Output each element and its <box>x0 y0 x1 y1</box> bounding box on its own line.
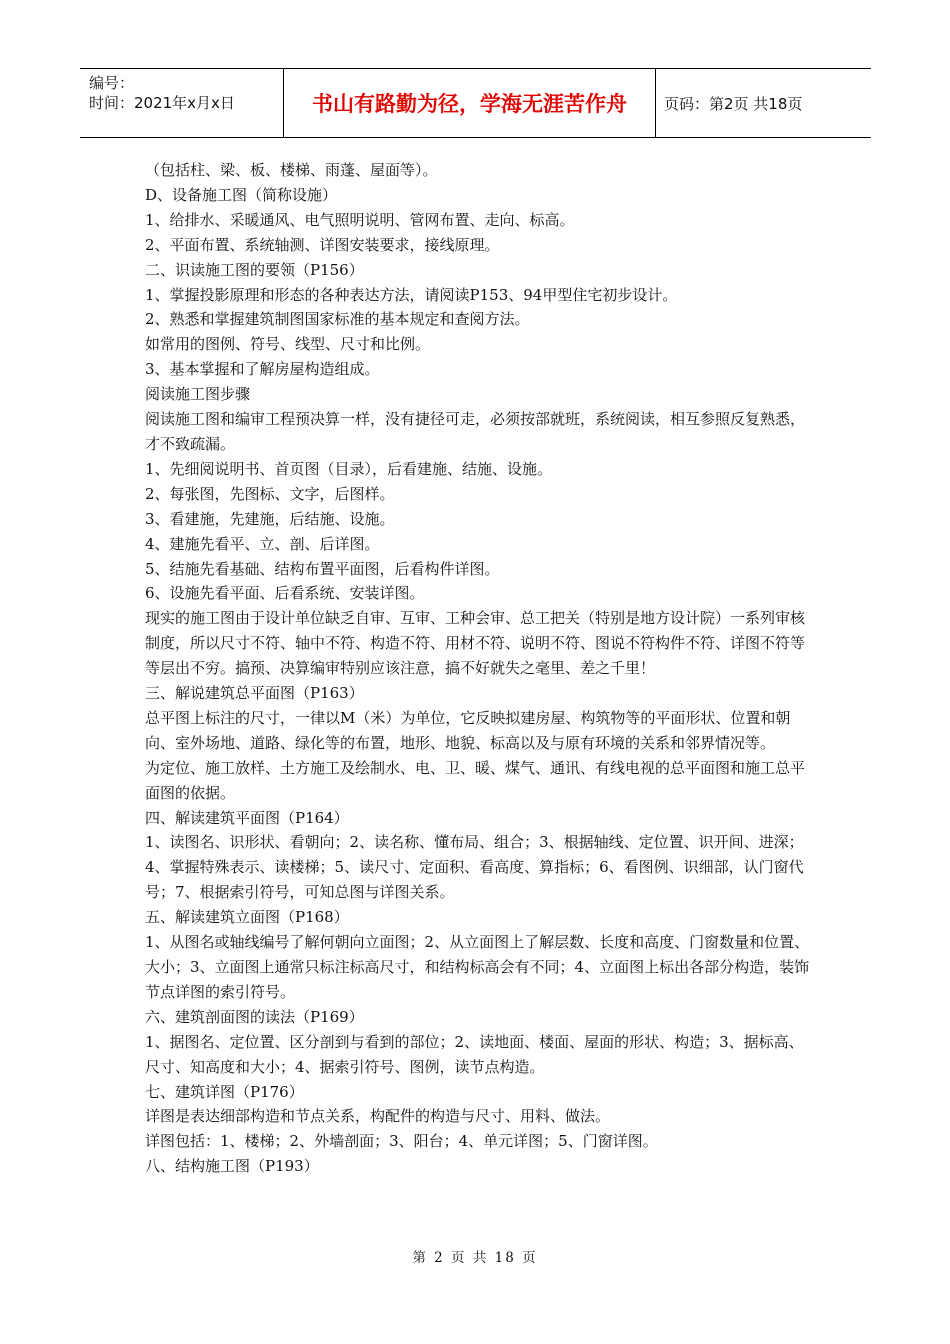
paragraph: D、设备施工图（简称设施） <box>145 185 338 204</box>
paragraph: 1、读图名、识形状、看朝向；2、读名称、懂布局、组合；3、根据轴线、定位置、识开间、进深；4、掌握特殊表示、读楼梯；5、读尺寸、定面积、看高度、算指标；6、看图例、识细部，认门窗代号；7、根据索引符号，可知总图与详图关系。 <box>145 833 804 902</box>
paragraph: 1、据图名、定位置、区分剖到与看到的部位；2、读地面、楼面、屋面的形状、构造；3、据标高、尺寸、知高度和大小；4、据索引符号、图例，读节点构造。 <box>145 1032 804 1076</box>
paragraph: 详图包括：1、楼梯；2、外墙剖面；3、阳台；4、单元详图；5、门窗详图。 <box>145 1132 658 1151</box>
paragraph: 总平图上标注的尺寸，一律以M（米）为单位，它反映拟建房屋、构筑物等的平面形状、位置和朝向、室外场地、道路、绿化等的布置，地形、地貌、标高以及与原有环境的关系和邻界情况等。 <box>145 708 791 752</box>
section-heading: 八、结构施工图（P193） <box>145 1157 319 1176</box>
section-heading: 二、识读施工图的要领（P156） <box>145 260 364 279</box>
paragraph: 阅读施工图和编审工程预决算一样，没有捷径可走，必须按部就班，系统阅读，相互参照反复熟悉，才不致疏漏。 <box>145 410 806 453</box>
paragraph: 5、结施先看基础、结构布置平面图，后看构件详图。 <box>145 559 500 578</box>
paragraph: 2、平面布置、系统轴测、详图安装要求，接线原理。 <box>145 235 500 254</box>
section-heading: 四、解读建筑平面图（P164） <box>145 808 349 827</box>
document-body <box>145 158 815 1179</box>
document-number: 编号： <box>89 74 135 92</box>
document-date: 时间：2021年x月x日 <box>89 94 235 112</box>
section-heading: 七、建筑详图（P176） <box>145 1082 304 1101</box>
section-heading: 六、建筑剖面图的读法（P169） <box>145 1007 364 1026</box>
paragraph: 4、建施先看平、立、剖、后详图。 <box>145 534 380 553</box>
paragraph: 1、先细阅说明书、首页图（目录），后看建施、结施、设施。 <box>145 459 553 478</box>
paragraph: 阅读施工图步骤 <box>145 385 251 404</box>
paragraph: 3、基本掌握和了解房屋构造组成。 <box>145 360 380 379</box>
paragraph: 如常用的图例、符号、线型、尺寸和比例。 <box>145 335 431 354</box>
page-footer: 第 2 页 共 18 页 <box>412 1250 538 1266</box>
page-header <box>80 68 871 138</box>
paragraph: 1、从图名或轴线编号了解何朝向立面图；2、从立面图上了解层数、长度和高度、门窗数量和位置、大小；3、立面图上通常只标注标高尺寸，和结构标高会有不同；4、立面图上标出各部分构造，装饰节点详图的索引符号。 <box>145 933 810 1001</box>
paragraph: 1、掌握投影原理和形态的各种表达方法，请阅读P153、94甲型住宅初步设计。 <box>145 285 678 304</box>
header-motto: 书山有路勤为径，学海无涯苦作舟 <box>283 69 656 137</box>
header-page-number: 页码：第2页 共18页 <box>664 94 803 113</box>
paragraph: 2、熟悉和掌握建筑制图国家标准的基本规定和查阅方法。 <box>145 310 530 329</box>
paragraph: 3、看建施，先建施，后结施、设施。 <box>145 509 395 528</box>
paragraph: 详图是表达细部构造和节点关系，构配件的构造与尺寸、用料、做法。 <box>145 1107 611 1126</box>
paragraph: （包括柱、梁、板、楼梯、雨蓬、屋面等）。 <box>145 161 438 179</box>
paragraph: 2、每张图，先图标、文字，后图样。 <box>145 484 395 503</box>
header-meta <box>80 69 283 137</box>
paragraph: 1、给排水、采暖通风、电气照明说明、管网布置、走向、标高。 <box>145 210 575 229</box>
paragraph: 现实的施工图由于设计单位缺乏自审、互审、工种会审、总工把关（特别是地方设计院）一系列审核制度，所以尺寸不符、轴中不符、构造不符、用材不符、说明不符、图说不符构件不符、详图不符等等层出不穷。搞预、决算编审特别应该注意，搞不好就失之毫里、差之千里！ <box>145 609 806 678</box>
section-heading: 五、解读建筑立面图（P168） <box>145 908 349 927</box>
paragraph: 为定位、施工放样、土方施工及绘制水、电、卫、暖、煤气、通讯、有线电视的总平面图和施工总平面图的依据。 <box>145 758 806 802</box>
section-heading: 三、解说建筑总平面图（P163） <box>145 684 364 703</box>
paragraph: 6、设施先看平面、后看系统、安装详图。 <box>145 584 425 603</box>
